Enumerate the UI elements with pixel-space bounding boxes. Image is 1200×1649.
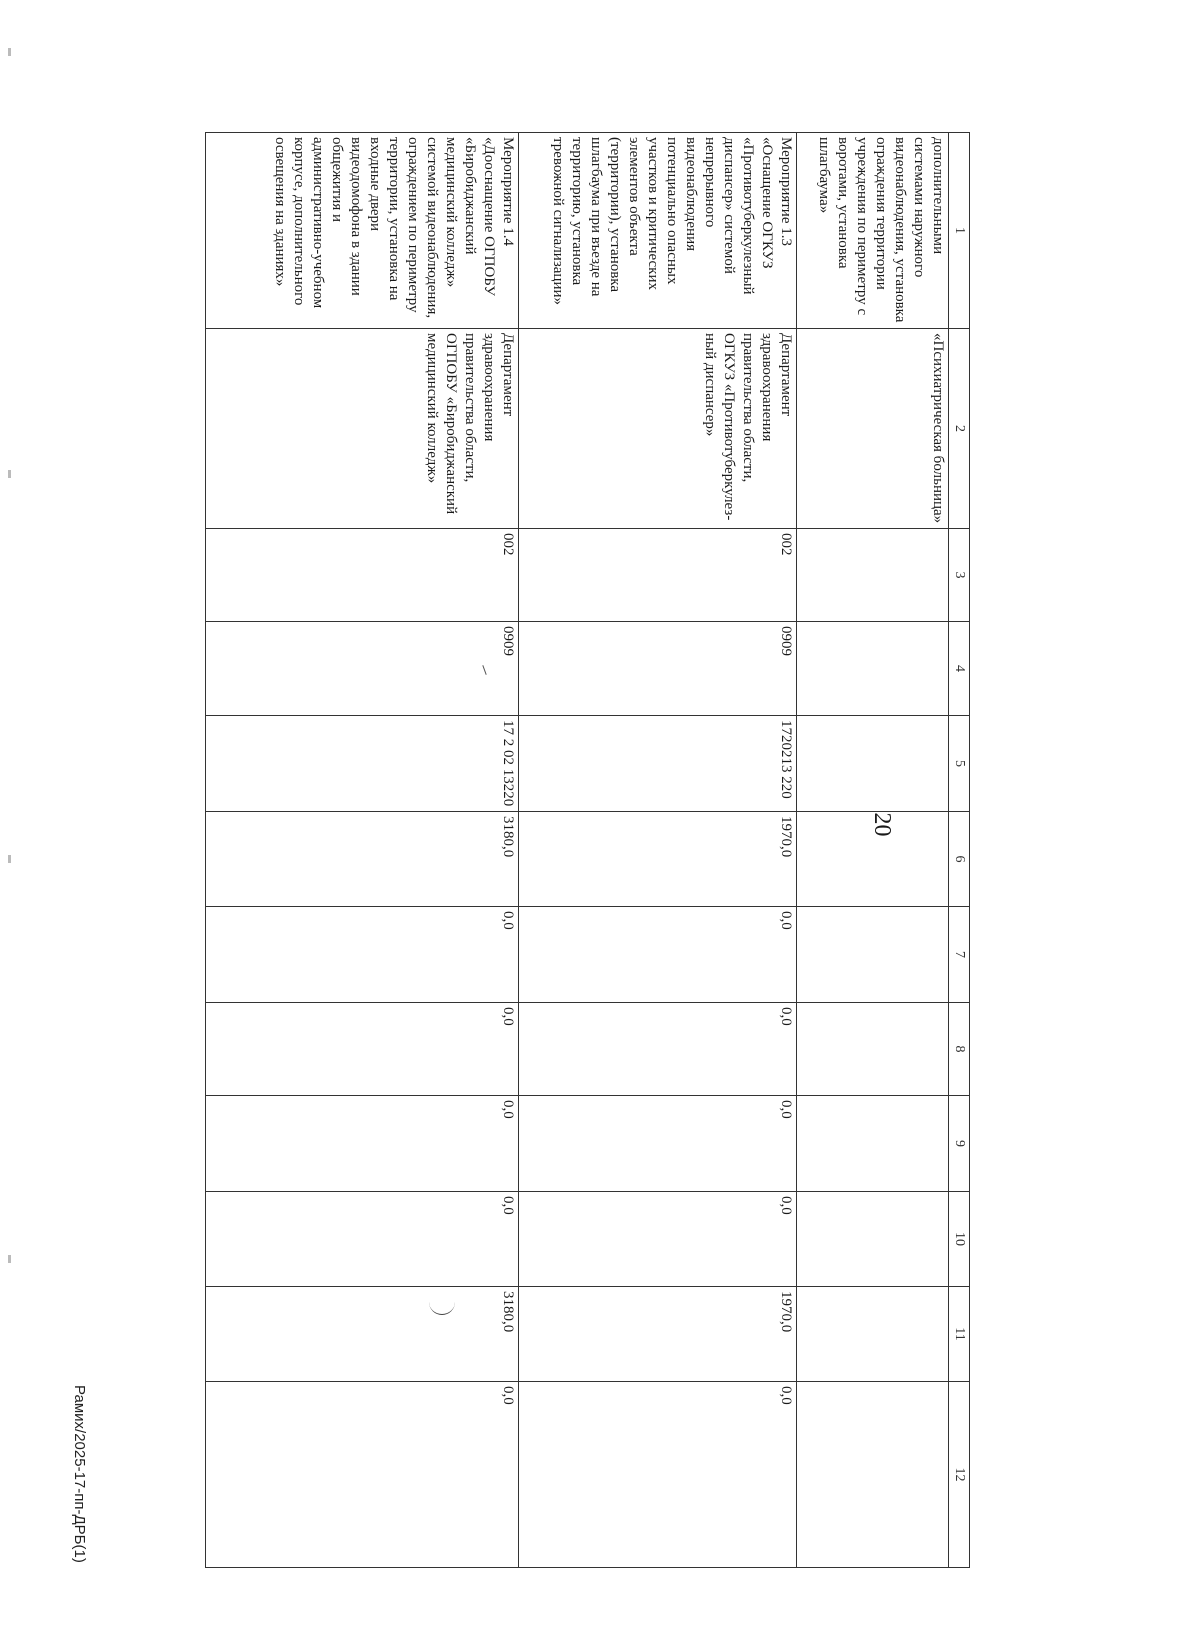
header-cell: 7 bbox=[949, 907, 970, 1003]
table-cell: 3180,0 bbox=[206, 812, 519, 907]
table-cell bbox=[797, 1003, 949, 1096]
scan-dot bbox=[8, 48, 11, 56]
header-cell: 3 bbox=[949, 529, 970, 622]
executor-cell: «Психиатрическая больница» bbox=[797, 329, 949, 529]
table-cell: 3180,0 bbox=[206, 1287, 519, 1382]
table-cell: 0,0 bbox=[206, 907, 519, 1003]
measure-cell: Мероприятие 1.4 «Дооснащение ОГПОБУ «Биробиджанский медицинский колледж» системой видеонаблюдения, ограждением по периметру территории, установка на входные двери видеодомофона в здании общежития и административно-учебном корпусе, дополнительного освещения на зданиях» bbox=[206, 133, 519, 329]
table-cell: 0,0 bbox=[206, 1382, 519, 1568]
table-cell: 002 bbox=[519, 529, 797, 622]
measure-cell: Мероприятие 1.3 «Оснащение ОГКУЗ «Противотуберкулезный диспансер» системой непрерывного видеонаблюдения потенциально опасных участков и критических элементов объекта (территории), установка шлагбаума при въезде на территорию, установка тревожной сигнализации» bbox=[519, 133, 797, 329]
table-cell: 0,0 bbox=[519, 1382, 797, 1568]
table-cell: 0,0 bbox=[206, 1096, 519, 1192]
header-cell: 2 bbox=[949, 329, 970, 529]
table-cell: 0,0 bbox=[519, 907, 797, 1003]
table-cell: 0,0 bbox=[519, 1003, 797, 1096]
table-cell bbox=[797, 812, 949, 907]
scan-dot bbox=[8, 470, 11, 478]
header-cell: 4 bbox=[949, 622, 970, 716]
measure-cell: дополнительными системами наружного видеонаблюдения, установка ограждения территории учреждения по периметру с воротами, установка шлагбаума» bbox=[797, 133, 949, 329]
table-cell: 002 bbox=[206, 529, 519, 622]
table-cell: 0,0 bbox=[519, 1192, 797, 1287]
table-row bbox=[206, 133, 519, 1568]
table-cell bbox=[797, 907, 949, 1003]
data-table bbox=[205, 132, 970, 1568]
table-cell bbox=[797, 529, 949, 622]
document-code: Рамих/2025-17-пп-ДРБ(1) bbox=[71, 1385, 88, 1563]
page-number: 20 bbox=[869, 812, 895, 837]
executor-cell: Департамент здравоохранения правительства области, ОГКУЗ «Противотуберкулез-ный диспансер» bbox=[519, 329, 797, 529]
table-cell: 0909 bbox=[519, 622, 797, 716]
table-cell bbox=[797, 716, 949, 812]
table-cell: 0,0 bbox=[206, 1003, 519, 1096]
table-cell bbox=[797, 622, 949, 716]
table-cell bbox=[797, 1096, 949, 1192]
table-cell: 1970,0 bbox=[519, 812, 797, 907]
header-cell: 8 bbox=[949, 1003, 970, 1096]
header-cell: 1 bbox=[949, 133, 970, 329]
scan-dot bbox=[8, 855, 11, 863]
table-cell: 1720213 220 bbox=[519, 716, 797, 812]
table-cell: 1970,0 bbox=[519, 1287, 797, 1382]
header-cell: 12 bbox=[949, 1382, 970, 1568]
table-header-row bbox=[949, 133, 970, 1568]
table-cell: 0909 bbox=[206, 622, 519, 716]
table-cell bbox=[797, 1192, 949, 1287]
table-cell bbox=[797, 1287, 949, 1382]
header-cell: 10 bbox=[949, 1192, 970, 1287]
table-row bbox=[797, 133, 949, 1568]
header-cell: 11 bbox=[949, 1287, 970, 1382]
table-cell bbox=[797, 1382, 949, 1568]
scan-dot bbox=[8, 1255, 11, 1263]
table-cell: 0,0 bbox=[206, 1192, 519, 1287]
table-cell: 17 2 02 13220 bbox=[206, 716, 519, 812]
header-cell: 9 bbox=[949, 1096, 970, 1192]
header-cell: 5 bbox=[949, 716, 970, 812]
header-cell: 6 bbox=[949, 812, 970, 907]
table-cell: 0,0 bbox=[519, 1096, 797, 1192]
table-row bbox=[519, 133, 797, 1568]
executor-cell: Департамент здравоохранения правительства области, ОГПОБУ «Биробиджанский медицинский колледж» bbox=[206, 329, 519, 529]
